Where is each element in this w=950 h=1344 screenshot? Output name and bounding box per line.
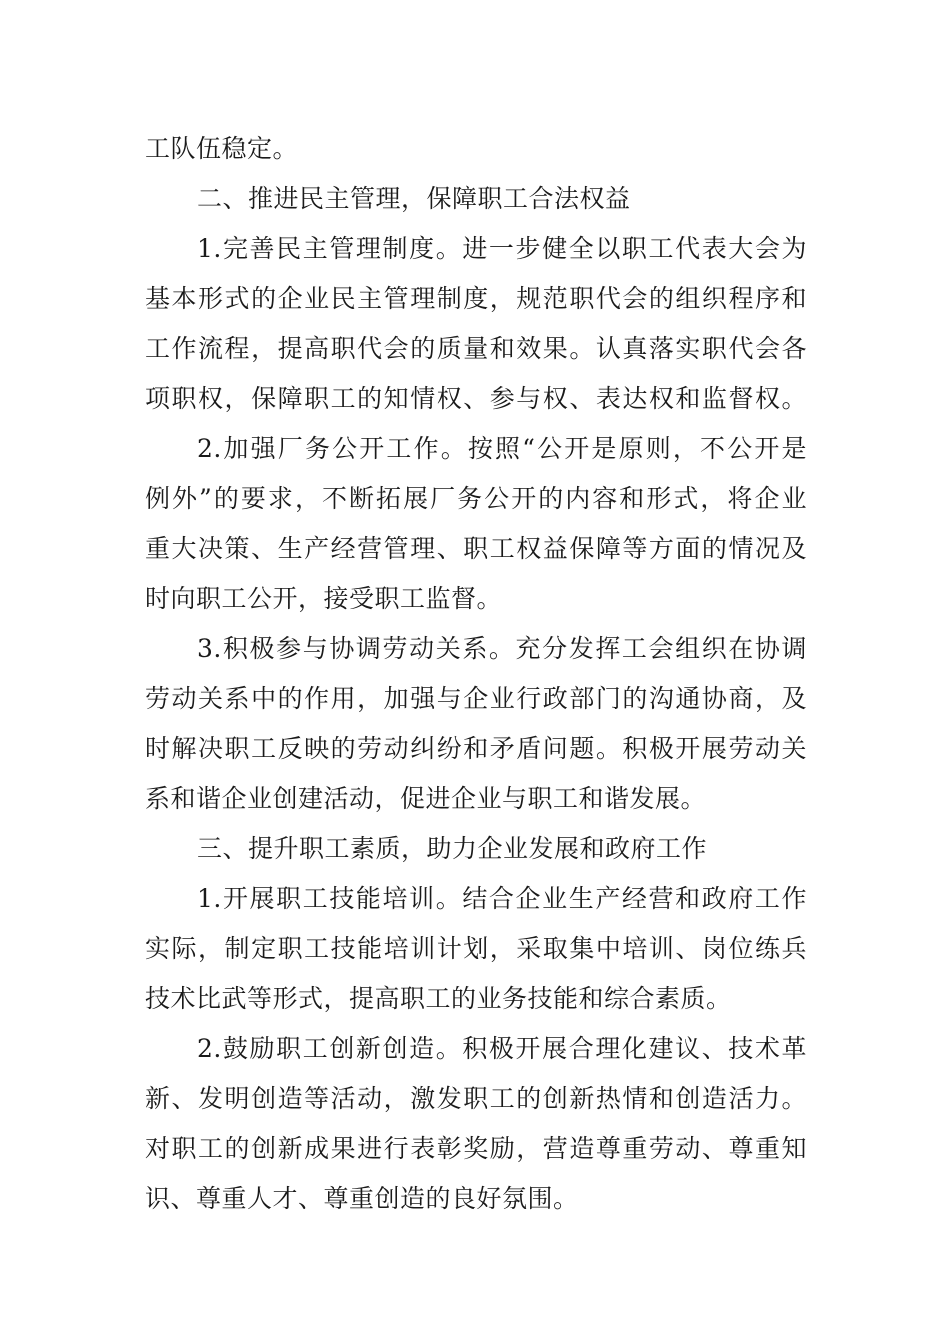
paragraph-line: 2.加强厂务公开工作。按照“公开是原则，不公开是 xyxy=(197,434,807,463)
paragraph-line: 新、发明创造等活动，激发职工的创新热情和创造活力。 xyxy=(145,1084,807,1113)
paragraph-line: 对职工的创新成果进行表彰奖励，营造尊重劳动、尊重知 xyxy=(145,1134,807,1163)
paragraph-line: 系和谐企业创建活动，促进企业与职工和谐发展。 xyxy=(145,784,707,813)
paragraph-line: 重大决策、生产经营管理、职工权益保障等方面的情况及 xyxy=(145,534,807,563)
paragraph-line: 时解决职工反映的劳动纠纷和矛盾问题。积极开展劳动关 xyxy=(145,734,807,763)
paragraph-line: 识、尊重人才、尊重创造的良好氛围。 xyxy=(145,1184,579,1213)
paragraph-line: 1.完善民主管理制度。进一步健全以职工代表大会为 xyxy=(197,234,807,263)
paragraph-line: 基本形式的企业民主管理制度，规范职代会的组织程序和 xyxy=(145,284,807,313)
paragraph-line: 3.积极参与协调劳动关系。充分发挥工会组织在协调 xyxy=(197,634,807,663)
paragraph-line: 工队伍稳定。 xyxy=(145,134,299,163)
paragraph-line: 工作流程，提高职代会的质量和效果。认真落实职代会各 xyxy=(145,334,807,363)
section-heading: 三、提升职工素质，助力企业发展和政府工作 xyxy=(197,834,708,863)
paragraph-line: 技术比武等形式，提高职工的业务技能和综合素质。 xyxy=(145,984,732,1013)
paragraph-line: 实际，制定职工技能培训计划，采取集中培训、岗位练兵 xyxy=(145,934,807,963)
document-body xyxy=(145,124,807,1224)
paragraph-line: 时向职工公开，接受职工监督。 xyxy=(145,584,503,613)
section-heading: 二、推进民主管理，保障职工合法权益 xyxy=(197,184,631,213)
paragraph-line: 1.开展职工技能培训。结合企业生产经营和政府工作 xyxy=(197,884,807,913)
paragraph-line: 例外”的要求，不断拓展厂务公开的内容和形式，将企业 xyxy=(145,484,807,513)
paragraph-line: 项职权，保障职工的知情权、参与权、表达权和监督权。 xyxy=(145,384,807,413)
paragraph-line: 2.鼓励职工创新创造。积极开展合理化建议、技术革 xyxy=(197,1034,807,1063)
paragraph-line: 劳动关系中的作用，加强与企业行政部门的沟通协商，及 xyxy=(145,684,807,713)
